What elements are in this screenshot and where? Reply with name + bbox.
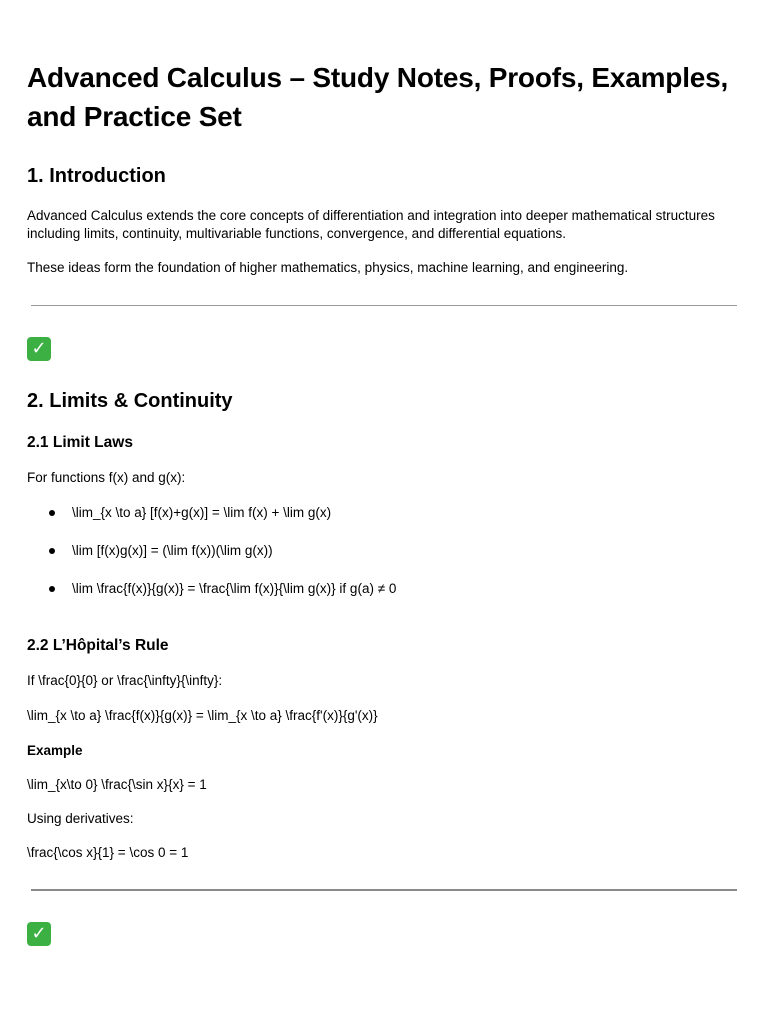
bullet-icon [49, 548, 55, 554]
using-derivatives-text: Using derivatives: [27, 811, 134, 826]
divider [31, 889, 737, 891]
section-heading-introduction: 1. Introduction [27, 165, 166, 187]
example-label: Example [27, 743, 83, 758]
subsection-heading-limit-laws: 2.1 Limit Laws [27, 434, 133, 451]
check-mark-icon: ✓ [27, 922, 51, 946]
section-heading-limits: 2. Limits & Continuity [27, 390, 233, 412]
subsection-heading-lhopital: 2.2 L’Hôpital’s Rule [27, 637, 169, 654]
lhopital-rule: \lim_{x \to a} \frac{f(x)}{g(x)} = \lim_{x \to a} \frac{f'(x)}{g'(x)} [27, 708, 378, 723]
page-title: Advanced Calculus – Study Notes, Proofs, Examples, and Practice Set [27, 62, 729, 132]
divider [31, 305, 737, 306]
lhopital-condition: If \frac{0}{0} or \frac{\infty}{\infty}: [27, 673, 223, 688]
limit-law-text: \lim [f(x)g(x)] = (\lim f(x))(\lim g(x)) [72, 543, 273, 558]
check-mark-icon: ✓ [27, 337, 51, 361]
limit-law-text: \lim \frac{f(x)}{g(x)} = \frac{\lim f(x)}{\lim g(x)} if g(a) ≠ 0 [72, 581, 397, 596]
limit-laws-list [27, 504, 741, 598]
list-item [27, 504, 741, 522]
example-expression: \lim_{x\to 0} \frac{\sin x}{x} = 1 [27, 777, 207, 792]
bullet-icon [49, 510, 55, 516]
list-item [27, 580, 741, 598]
bullet-icon [49, 586, 55, 592]
limit-laws-lead: For functions f(x) and g(x): [27, 470, 186, 485]
derivative-expression: \frac{\cos x}{1} = \cos 0 = 1 [27, 845, 189, 860]
intro-paragraph-2: These ideas form the foundation of higher mathematics, physics, machine learning, and engineering. [27, 260, 629, 275]
list-item [27, 542, 741, 560]
intro-paragraph-1: Advanced Calculus extends the core concepts of differentiation and integration into deeper mathematical structures including limits, continuity, multivariable functions, convergence, and differential equations. [27, 208, 715, 241]
limit-law-text: \lim_{x \to a} [f(x)+g(x)] = \lim f(x) + \lim g(x) [72, 505, 332, 520]
